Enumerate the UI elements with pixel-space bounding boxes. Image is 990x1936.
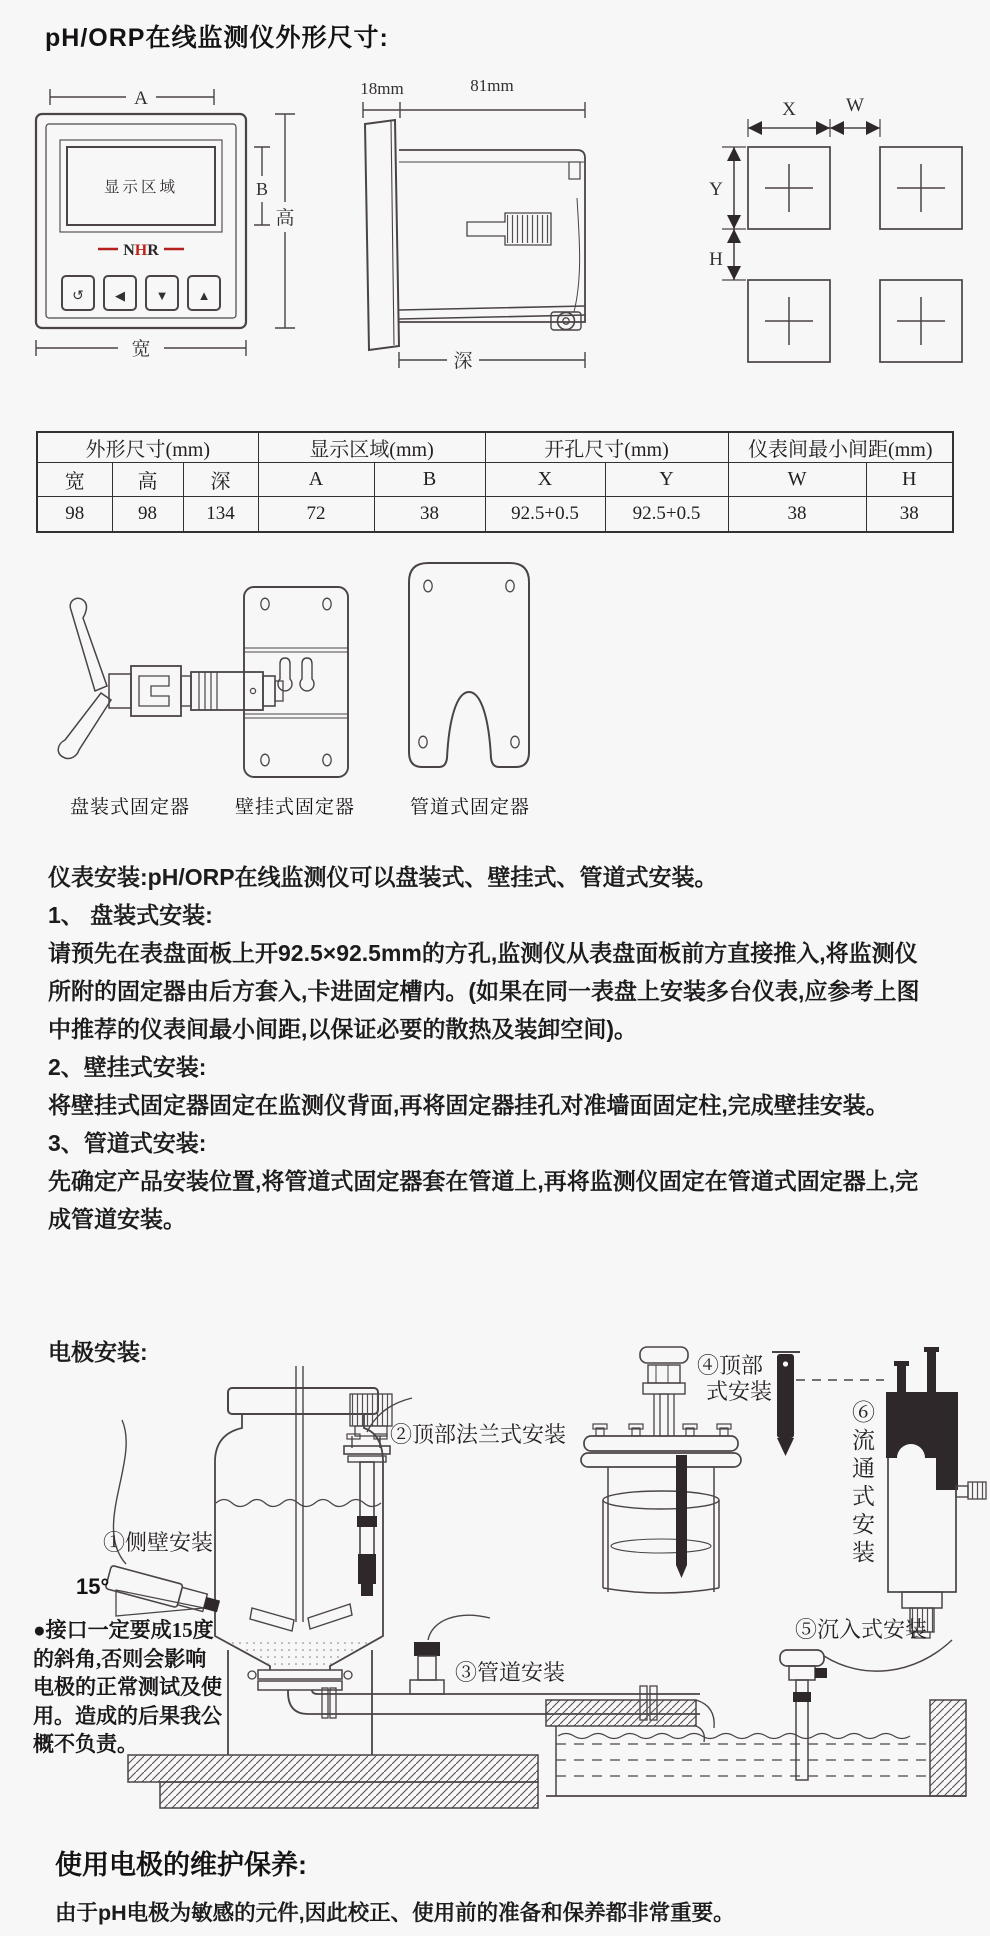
value-cell: 98 (37, 497, 112, 533)
stirrer-shaft (296, 1366, 303, 1622)
label-top-flange-install: ②顶部法兰式安装 (390, 1422, 567, 1447)
group-header: 仪表间最小间距(mm) (728, 432, 953, 463)
flow-probe (897, 1366, 906, 1394)
arrowhead (866, 121, 880, 135)
arrowhead (748, 121, 762, 135)
col-header: X (485, 463, 605, 497)
vessel-legs (608, 1467, 714, 1592)
fixture-upper-arm (70, 598, 107, 691)
group-header: 显示区域(mm) (258, 432, 485, 463)
brand-letter-n: N (123, 242, 135, 259)
holder-body (648, 1365, 680, 1383)
wall-install-body: 将壁挂式固定器固定在监测仪背面,再将固定器挂孔对准墙面固定柱,完成壁挂安装。 (48, 1092, 889, 1118)
electrode-install-heading: 电极安装: (48, 1339, 148, 1365)
fixture-hub (109, 674, 131, 708)
label-flow-install: ⑥流通式安装 (849, 1400, 874, 1568)
col-header: 高 (112, 463, 183, 497)
pipe-mount-fixture-drawing (406, 560, 532, 782)
keyhole-slot (278, 658, 292, 691)
tank-right-wall (330, 1414, 383, 1670)
value-cell: 134 (183, 497, 258, 533)
center-cross (897, 164, 945, 212)
fixture-fork-slot (139, 676, 169, 706)
dimension-spec-table (36, 431, 954, 533)
up-arrow-icon: ▲ (197, 288, 211, 303)
flange-bolt (248, 1671, 256, 1679)
left-arrow-icon: ◀ (115, 288, 125, 303)
dim-y-label: Y (709, 179, 723, 200)
label-top-install-line2: 式安装 (706, 1379, 773, 1404)
arrowhead (816, 121, 830, 135)
maintenance-heading: 使用电极的维护保养: (55, 1850, 307, 1880)
group-header: 外形尺寸(mm) (37, 432, 258, 463)
holder-stem (660, 1394, 668, 1436)
ground-platform-lower (160, 1782, 538, 1808)
note-line: 用。造成的后果我公 (33, 1703, 222, 1728)
arrowhead (830, 121, 844, 135)
panel-install-heading: 1、 盘装式安装: (48, 902, 213, 928)
label-submerged-install: ⑤沉入式安装 (795, 1617, 928, 1642)
wall-fixture-caption: 壁挂式固定器 (234, 797, 355, 818)
label-top-install-line1: ④顶部 (697, 1353, 764, 1378)
col-header: H (866, 463, 953, 497)
flow-probe-cap (924, 1347, 939, 1352)
bezel-inner-line (391, 121, 394, 345)
black-probe-tip (777, 1438, 794, 1456)
screw-hole (419, 736, 427, 748)
flow-cell-head-side (936, 1392, 958, 1490)
immersion-body (789, 1666, 815, 1680)
shaft-grooves (199, 672, 217, 710)
vessel-electrode (676, 1455, 687, 1565)
water-spout (696, 1700, 714, 1742)
screw-hole (511, 736, 519, 748)
probe-eyelet (783, 1361, 788, 1366)
wall-install-heading: 2、壁挂式安装: (48, 1054, 207, 1080)
holder-collar (643, 1383, 685, 1394)
pipe-electrode-cap (414, 1642, 440, 1656)
flow-cell-nut (902, 1592, 942, 1608)
screw-hole (261, 754, 269, 766)
col-header: 深 (183, 463, 258, 497)
immersion-nub (815, 1668, 827, 1678)
wall-plate (244, 587, 348, 777)
trough-rim (546, 1700, 696, 1726)
dim-depth-label: 深 (453, 351, 473, 372)
brand-letter-r: R (147, 242, 159, 259)
dim-guides (722, 119, 880, 280)
drain-pipe-top (312, 1690, 700, 1694)
vessel-lid-lower (581, 1453, 741, 1467)
brand-letter-h: H (134, 242, 148, 259)
pipe-electrode-body (418, 1656, 436, 1680)
tank-left-wall (215, 1414, 270, 1670)
note-line: 概不负责。 (33, 1732, 138, 1757)
liquid-surface (216, 1500, 381, 1507)
dim-b-label: B (255, 179, 269, 199)
side-view-drawing (355, 70, 595, 378)
col-header: Y (605, 463, 728, 497)
vessel-lid (584, 1436, 738, 1451)
value-cell: 38 (728, 497, 866, 533)
pipe-install-body: 先确定产品安装位置,将管道式固定器套在管道上,再将监测仪固定在管道式固定器上,完成管道安装。 (48, 1168, 919, 1232)
note-line: 的斜角,否则会影响 (33, 1646, 207, 1671)
cable-wire (574, 198, 580, 312)
ground-platform (128, 1755, 538, 1782)
pipe-saddle (410, 1680, 444, 1694)
dim-w-label: W (846, 95, 864, 116)
electrode-tip (203, 1597, 220, 1612)
tank-legs (228, 1650, 372, 1755)
water-dashes (556, 1744, 930, 1776)
beaker-rim (603, 1491, 719, 1509)
arrowhead (727, 147, 741, 161)
cutout-spacing-drawing (700, 85, 980, 365)
installation-instructions (48, 858, 940, 1238)
value-cell: 38 (866, 497, 953, 533)
display-area-label: 显示区域 (103, 179, 179, 196)
col-header: A (258, 463, 374, 497)
flow-probe (927, 1352, 936, 1394)
value-cell: 72 (258, 497, 374, 533)
table-value-row (37, 497, 953, 533)
immersion-cap (780, 1650, 824, 1666)
dim-18mm-label: 18mm (360, 79, 404, 98)
label-15-degrees: 15° (76, 1574, 110, 1599)
down-arrow-icon: ▼ (155, 288, 169, 303)
keyhole-slot (300, 658, 314, 691)
value-cell: 92.5+0.5 (485, 497, 605, 533)
flange-bolt (344, 1671, 352, 1679)
holder-rods (654, 1394, 674, 1436)
pipe-clamp-plate (409, 563, 529, 767)
brand-logo (123, 242, 159, 259)
value-cell: 98 (112, 497, 183, 533)
wall-mount-fixture-drawing (240, 584, 352, 780)
dim-h-label: H (709, 249, 723, 270)
group-header: 开孔尺寸(mm) (485, 432, 728, 463)
angle-warning-note (33, 1616, 223, 1759)
cable-gland-hole (563, 318, 569, 324)
arrowhead (727, 266, 741, 280)
holder-cap (640, 1347, 688, 1363)
housing-notch (569, 162, 580, 179)
flange-plate-lower (348, 1456, 386, 1462)
fixture-neck (181, 676, 191, 706)
page-title: pH/ORP在线监测仪外形尺寸: (45, 24, 389, 52)
flow-probe-cap (894, 1361, 909, 1366)
trough-right-wall (930, 1700, 966, 1796)
electrode-band (357, 1516, 377, 1527)
col-header: 宽 (37, 463, 112, 497)
electrode-cable (824, 1640, 952, 1671)
table-column-header-row (37, 463, 953, 497)
dim-line-top (363, 102, 585, 118)
table-group-header-row (37, 432, 953, 463)
dim-81mm-label: 81mm (470, 76, 514, 95)
flow-cell-window (897, 1444, 925, 1472)
return-icon: ↺ (72, 289, 84, 304)
dim-width-label: 宽 (131, 339, 151, 360)
screw-hole (506, 580, 514, 592)
center-cross (897, 297, 945, 345)
dim-line-a (50, 89, 214, 105)
note-line: 电极的正常测试及使 (33, 1675, 222, 1700)
note-line: ●接口一定要成15度 (33, 1618, 214, 1642)
holder-lines (656, 1365, 668, 1383)
value-cell: 92.5+0.5 (605, 497, 728, 533)
col-header: W (728, 463, 866, 497)
electrode-cable (428, 1615, 490, 1640)
center-cross (765, 164, 813, 212)
pipe-install-heading: 3、管道式安装: (48, 1130, 207, 1156)
col-header: B (374, 463, 485, 497)
label-side-wall-install: ①侧壁安装 (103, 1530, 214, 1555)
dim-a-label: A (134, 88, 148, 109)
dim-line-depth (399, 352, 585, 368)
water-surface (558, 1734, 910, 1739)
installation-intro: 仪表安装:pH/ORP在线监测仪可以盘装式、壁挂式、管道式安装。 (48, 864, 718, 890)
dim-height-label: 高 (275, 208, 295, 229)
electrode-tip (361, 1584, 373, 1596)
pipe-fixture-caption: 管道式固定器 (409, 797, 530, 818)
vessel-electrode-tip (676, 1565, 687, 1578)
panel-install-body: 请预先在表盘面板上开92.5×92.5mm的方孔,监测仪从表盘面板前方直接推入,将监测仪所附的固定器由后方套入,卡进固定槽内。(如果在同一表盘上安装多台仪表,应参考上图中推荐的仪表间最小间距,以保证必要的散热及装卸空间)。 (48, 940, 920, 1042)
bottom-flange (258, 1670, 342, 1679)
stirrer-paddle (250, 1604, 352, 1631)
immersion-band (793, 1692, 811, 1702)
center-cross (765, 297, 813, 345)
arrowhead (727, 229, 741, 243)
beaker-body (603, 1500, 719, 1593)
dim-x-label: X (782, 99, 796, 120)
screw-hole (261, 598, 269, 610)
plate-fold-lines (244, 648, 348, 718)
latch-hatch (507, 215, 549, 243)
maintenance-body: 由于pH电极为敏感的元件,因此校正、使用前的准备和保养都非常重要。 (55, 1901, 735, 1925)
screw-hole (424, 580, 432, 592)
label-pipe-install: ③管道安装 (455, 1660, 566, 1685)
front-view-drawing (22, 62, 314, 368)
arrowhead (727, 215, 741, 229)
beaker-liquid (611, 1539, 711, 1553)
flow-inlet-fitting (968, 1482, 986, 1499)
panel-fixture-caption: 盘装式固定器 (69, 797, 190, 818)
value-cell: 38 (374, 497, 485, 533)
electrode-lower (358, 1554, 376, 1584)
fixture-lower-arm (58, 693, 111, 759)
screw-hole (323, 754, 331, 766)
screw-hole (323, 598, 331, 610)
